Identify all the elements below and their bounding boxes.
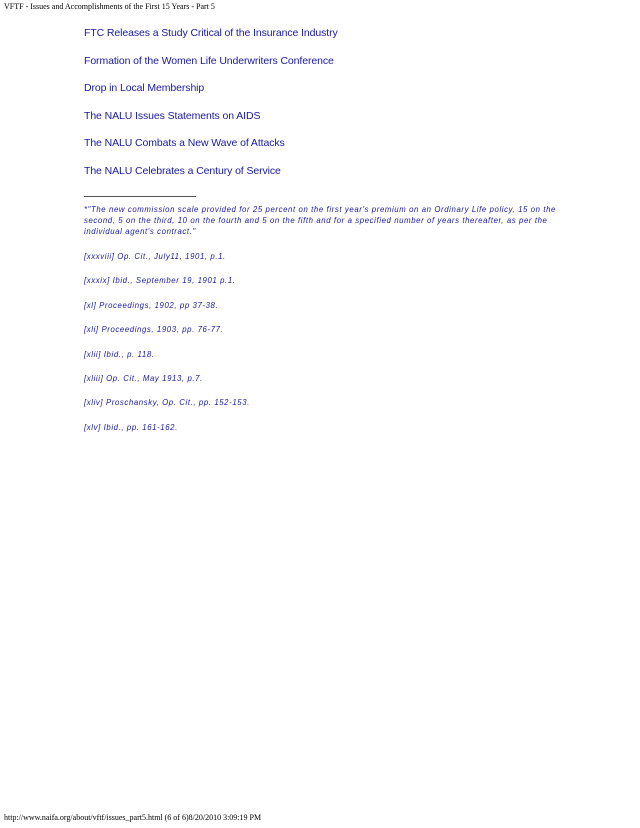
footnote-text: *"The new commission scale provided for 25 percent on the first year's premium on an Ordinary Life policy, 15 on the second, 5 on the third, 10 on the fourth and 5 on the fifth and for a specified number of years thereafter, as per the individual agent's contract.": [84, 205, 556, 236]
link-new-wave-attacks[interactable]: The NALU Combats a New Wave of Attacks: [84, 137, 285, 150]
footnote-divider: [84, 196, 196, 197]
list-item: [84, 52, 584, 80]
link-drop-membership[interactable]: Drop in Local Membership: [84, 82, 205, 95]
list-item: [84, 162, 584, 190]
list-item: [84, 79, 584, 107]
print-header: VFTF - Issues and Accomplishments of the First 15 Years - Part 5: [4, 2, 215, 11]
reference-list: [84, 251, 250, 446]
reference-item[interactable]: [xl] Proceedings, 1902, pp 37-38.: [84, 300, 219, 310]
reference-item[interactable]: [xxxviii] Op. Cit., July11, 1901, p.1.: [84, 252, 226, 261]
reference-item[interactable]: [xli] Proceedings, 1903, pp. 76-77.: [84, 325, 224, 335]
reference-item[interactable]: [xlv] Ibid., pp. 161-162.: [84, 422, 178, 432]
link-women-conference[interactable]: Formation of the Women Life Underwriters Conference: [84, 54, 334, 67]
link-century-service[interactable]: The NALU Celebrates a Century of Service: [84, 164, 281, 177]
reference-item[interactable]: [xliv] Proschansky, Op. Cit., pp. 152-153.: [84, 398, 250, 408]
list-item: [84, 24, 584, 52]
link-ftc-study[interactable]: FTC Releases a Study Critical of the Insurance Industry: [84, 27, 338, 39]
reference-item[interactable]: [xliii] Op. Cit., May 1913, p.7.: [84, 373, 203, 383]
list-item: [84, 107, 584, 135]
main-content: [84, 24, 584, 190]
link-aids-statements[interactable]: The NALU Issues Statements on AIDS: [84, 109, 261, 122]
list-item: [84, 134, 584, 162]
reference-item[interactable]: [xlii] Ibid., p. 118.: [84, 349, 155, 359]
reference-item[interactable]: [xxxix] Ibid., September 19, 1901 p.1.: [84, 276, 236, 286]
article-link-list: [84, 24, 584, 190]
print-footer: http://www.naifa.org/about/vftf/issues_part5.html (6 of 6)8/20/2010 3:09:19 PM: [4, 813, 262, 822]
